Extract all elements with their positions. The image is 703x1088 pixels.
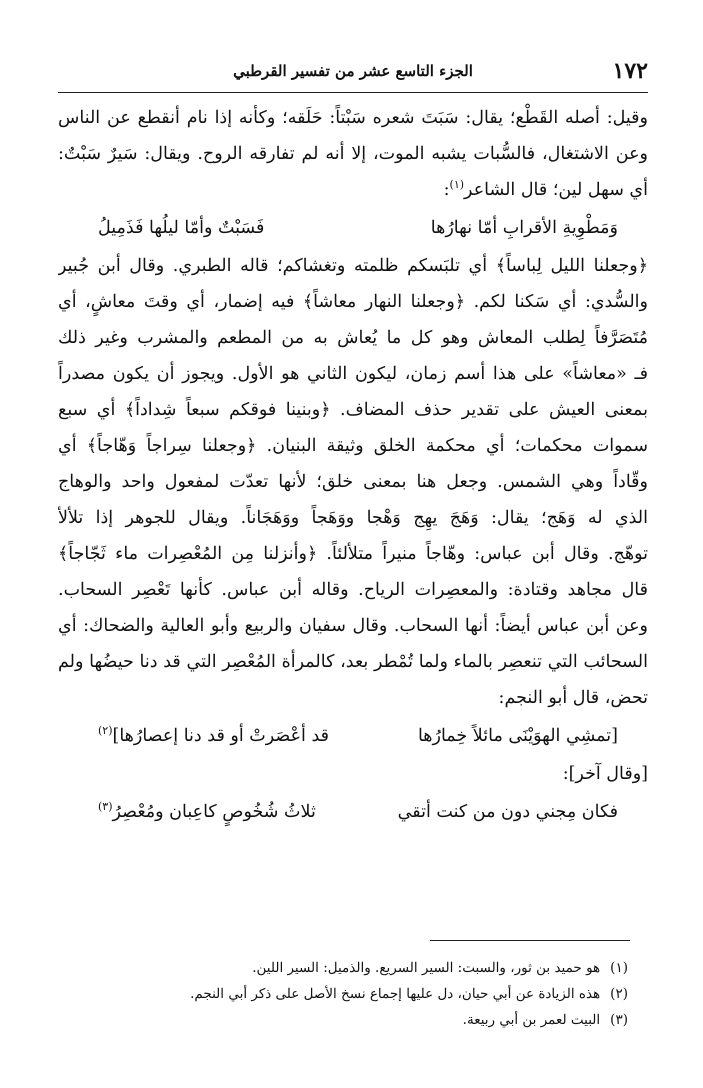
footnote (58, 981, 628, 1007)
verse-first-hemistich: فكان مِجني دون من كنت أتقي (397, 802, 618, 822)
verse (58, 208, 648, 248)
text-line: والسُّدي: أي سَكنا لكم. ﴿وجعلنا النهار معاشاً﴾ فيه إضمار، أي وقتَ معاشٍ، أي (58, 292, 648, 312)
footnote-number: (١) (610, 960, 628, 976)
footnote (58, 1007, 628, 1033)
page-number: ١٧٢ (612, 58, 648, 84)
text-line: السحائب التي تنعصِر بالماء ولما تُمْطر بعد، كالمرأة المُعْصِر التي قد دنا حيضُها ولم (58, 652, 648, 672)
text-line: قال مجاهد وقتادة: والمعصِرات الرياح. وقاله أبن عباس. كأنها تَعْصِر السحاب. (58, 580, 648, 600)
text-line: [وقال آخر]: (562, 764, 648, 784)
text-line: وعن أبن عباس أيضاً: أنها السحاب. وقال سفيان والربيع وأبو العالية والضحاك: أي (58, 616, 648, 636)
verse-first-hemistich: وَمَطْوِيةِ الأقرابِ أمّا نهارُها (430, 218, 618, 238)
text-line: سموات محكمات؛ أي محكمة الخلق وثيقة البنيان. ﴿وجعلنا سِراجاً وَهّاجاً﴾ أي (58, 436, 648, 456)
footnote-ref: (٣) (98, 800, 113, 814)
verse-second-hemistich: فَسَبْتٌ وأمّا ليلُها فَذَمِيلُ (98, 218, 265, 238)
text-line: تحض، قال أبو النجم: (498, 688, 648, 708)
text-line-content: أي سهل لين؛ قال الشاعر (464, 180, 648, 200)
footnote-rule (430, 940, 630, 941)
header-rule (58, 92, 648, 93)
footnote (58, 955, 628, 981)
text-line: توهّج. وقال أبن عباس: وهّاجاً منيراً متلألئاً. ﴿وأنزلنا مِن المُعْصِرات ماء ثَجّاجاً﴾ (58, 544, 648, 564)
text-line (58, 172, 648, 208)
footnote-text: هذه الزيادة عن أبي حيان، دل عليها إجماع نسخ الأصل على ذكر أبي النجم. (190, 986, 601, 1002)
footnote-number: (٣) (610, 1012, 628, 1028)
verse-first-hemistich: [تمشِي الهوَيْنَى مائلاً خِمارُها (417, 726, 618, 746)
text-line: وقيل: أصله القَطْع؛ يقال: سَبَتَ شعره سَبْتاً: حَلَقه؛ وكأنه إذا نام أنقطع عن الناس (58, 108, 648, 128)
verse-second-hemistich-text: ثلاثُ شُخُوصٍ كاعِبان ومُعْصِرُ (112, 802, 316, 822)
text-line: فـ «معاشاً» على هذا أسم زمان، ليكون الثاني هو الأول. ويجوز أن يكون مصدراً (58, 364, 648, 384)
text-line: مُتَصَرَّفاً لِطلب المعاش وهو كل ما يُعاش به من المطعم والمشرب وغير ذلك (58, 328, 648, 348)
verse-second-hemistich-text: قد أعْصَرتْ أو قد دنا إعصارُها] (112, 726, 330, 746)
footnote-ref: (١) (449, 178, 465, 192)
text-line: وقّاداً وهي الشمس. وجعل هنا بمعنى خلق؛ لأنها تعدّت لمفعول واحد والوهاج (58, 472, 648, 492)
verse (58, 792, 648, 832)
footnote-number: (٢) (610, 986, 628, 1002)
footnotes (58, 955, 628, 1033)
text-line: الذي له وَهَج؛ يقال: وَهَجَ يهِج وَهْجا ووَهَجاً ووَهَجَاناً. ويقال للجوهر إذا تلألأ (58, 508, 648, 528)
text-line: وعن الاشتغال، فالسُّبات يشبه الموت، إلا أنه لم تفارقه الروح. ويقال: سَيرٌ سَبْتٌ: (58, 144, 648, 164)
running-title: الجزء التاسع عشر من تفسير القرطبي (233, 62, 473, 80)
main-text (58, 100, 648, 832)
footnote-text: هو حميد بن ثور، والسبت: السير السريع. والذميل: السير اللين. (252, 960, 601, 976)
text-line: بمعنى العيش على تقدير حذف المضاف. ﴿وبنينا فوقكم سبعاً شِداداً﴾ أي سبع (58, 400, 648, 420)
verse-second-hemistich (98, 716, 329, 756)
footnote-text: البيت لعمر بن أبي ربيعة. (462, 1012, 601, 1028)
page-header (58, 56, 648, 90)
text-line-colon: : (443, 180, 450, 200)
verse (58, 716, 648, 756)
text-line: ﴿وجعلنا الليل لِباساً﴾ أي تلبَسكم ظلمته وتغشاكم؛ قاله الطبري. وقال أبن جُبير (58, 256, 648, 276)
footnote-ref: (٢) (98, 724, 113, 738)
verse-second-hemistich (98, 792, 316, 832)
